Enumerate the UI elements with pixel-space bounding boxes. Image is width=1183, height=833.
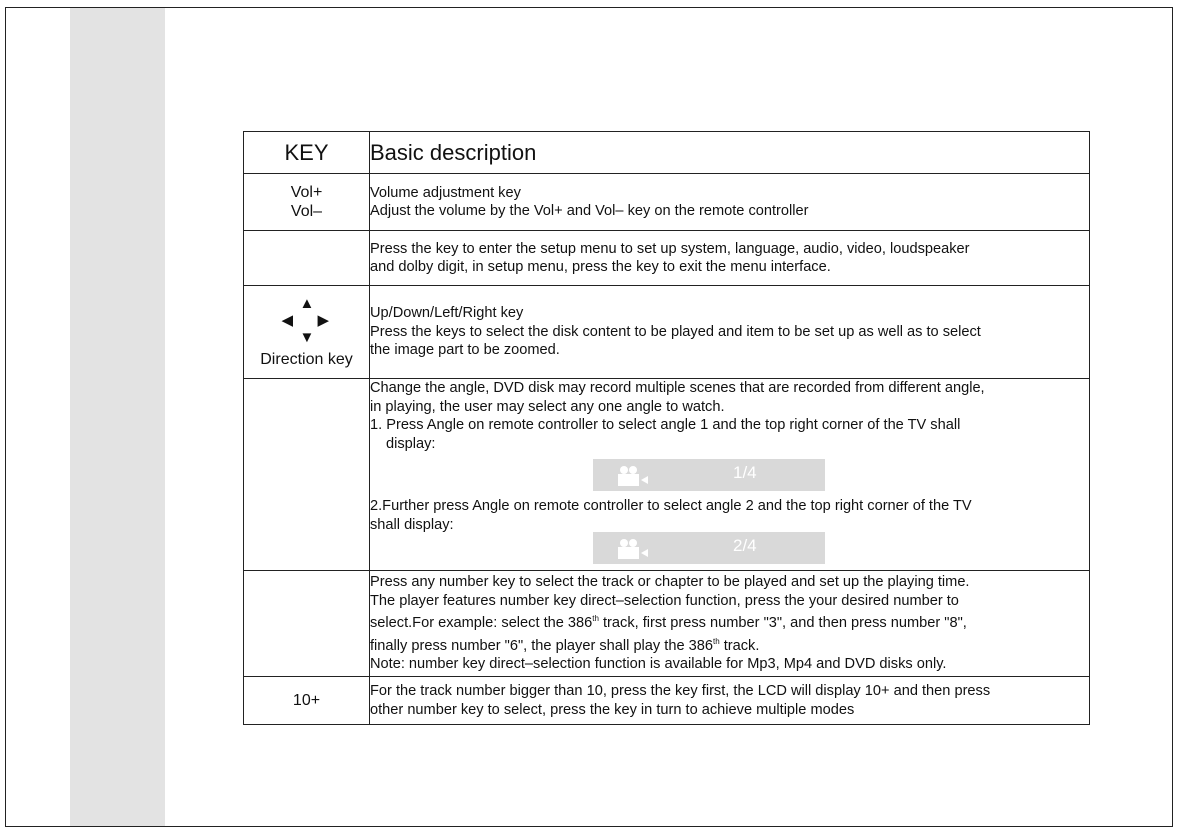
key-cell-setup [244,231,370,286]
description-line: in playing, the user may select any one angle to watch. [370,398,725,415]
arrow-down-icon: ▼ [299,328,315,346]
description-line: Press the keys to select the disk content to be played and item to be set up as well as to select [370,323,981,340]
description-line: Press any number key to select the track or chapter to be played and set up the playing time. [370,574,970,591]
description-line: finally press number "6", the player shall play the 386th track. [370,636,760,654]
table-row [244,286,1090,379]
key-cell-number [244,571,370,677]
description-line: 2.Further press Angle on remote controller to select angle 2 and the top right corner of the TV [370,498,972,514]
table-row [244,174,1090,231]
description-line: select.For example: select the 386th track, first press number "3", and then press number "8", [370,614,967,632]
table-row [244,571,1090,677]
camera-icon [617,465,651,487]
description-line: 1. Press Angle on remote controller to select angle 1 and the top right corner of the TV shall [370,417,961,433]
header-key: KEY [244,132,370,174]
key-cell-10plus: 10+ [244,677,370,725]
key-cell-direction [244,286,370,379]
table-row [244,231,1090,286]
description-line: Volume adjustment key [370,184,521,201]
direction-arrows [282,296,332,346]
angle-value: 2/4 [733,536,757,555]
description-cell [370,571,1090,677]
table-row [244,677,1090,725]
key-label-vol-plus: Vol+ [290,184,323,201]
description-line: shall display: [370,516,454,533]
angle-display-2 [593,532,825,564]
angle-display-1 [593,459,825,491]
description-cell [370,231,1090,286]
side-strip [70,8,165,826]
description-line: Change the angle, DVD disk may record multiple scenes that are recorded from different angle, [370,380,985,396]
key-cell-volume [244,174,370,231]
description-line: Press the key to enter the setup menu to set up system, language, audio, video, loudspeaker [370,240,970,257]
description-line: other number key to select, press the key in turn to achieve multiple modes [370,701,855,718]
arrow-right-icon: ▶ [317,311,330,329]
description-line: Note: number key direct–selection function is available for Mp3, Mp4 and DVD disks only. [370,656,947,673]
description-line: Up/Down/Left/Right key [370,305,524,322]
description-line: and dolby digit, in setup menu, press the key to exit the menu interface. [370,259,831,275]
camera-icon [617,538,651,560]
description-line: The player features number key direct–selection function, press the your desired number to [370,592,959,609]
arrow-up-icon: ▲ [299,294,315,312]
description-cell [370,174,1090,231]
key-cell-angle [244,379,370,571]
arrow-left-icon: ◀ [281,311,294,329]
angle-value: 1/4 [733,463,757,482]
key-description-table [243,131,1090,725]
description-cell [370,379,1090,571]
key-label-vol-minus: Vol– [290,203,323,220]
description-line: Adjust the volume by the Vol+ and Vol– key on the remote controller [370,203,809,219]
description-line: the image part to be zoomed. [370,342,560,359]
description-cell [370,286,1090,379]
header-description: Basic description [370,132,1090,174]
table-header-row [244,132,1090,174]
table-row [244,379,1090,571]
description-cell [370,677,1090,725]
description-line: For the track number bigger than 10, press the key first, the LCD will display 10+ and then press [370,683,991,699]
description-line: display: [386,435,436,452]
key-label-direction: Direction key [260,350,353,368]
